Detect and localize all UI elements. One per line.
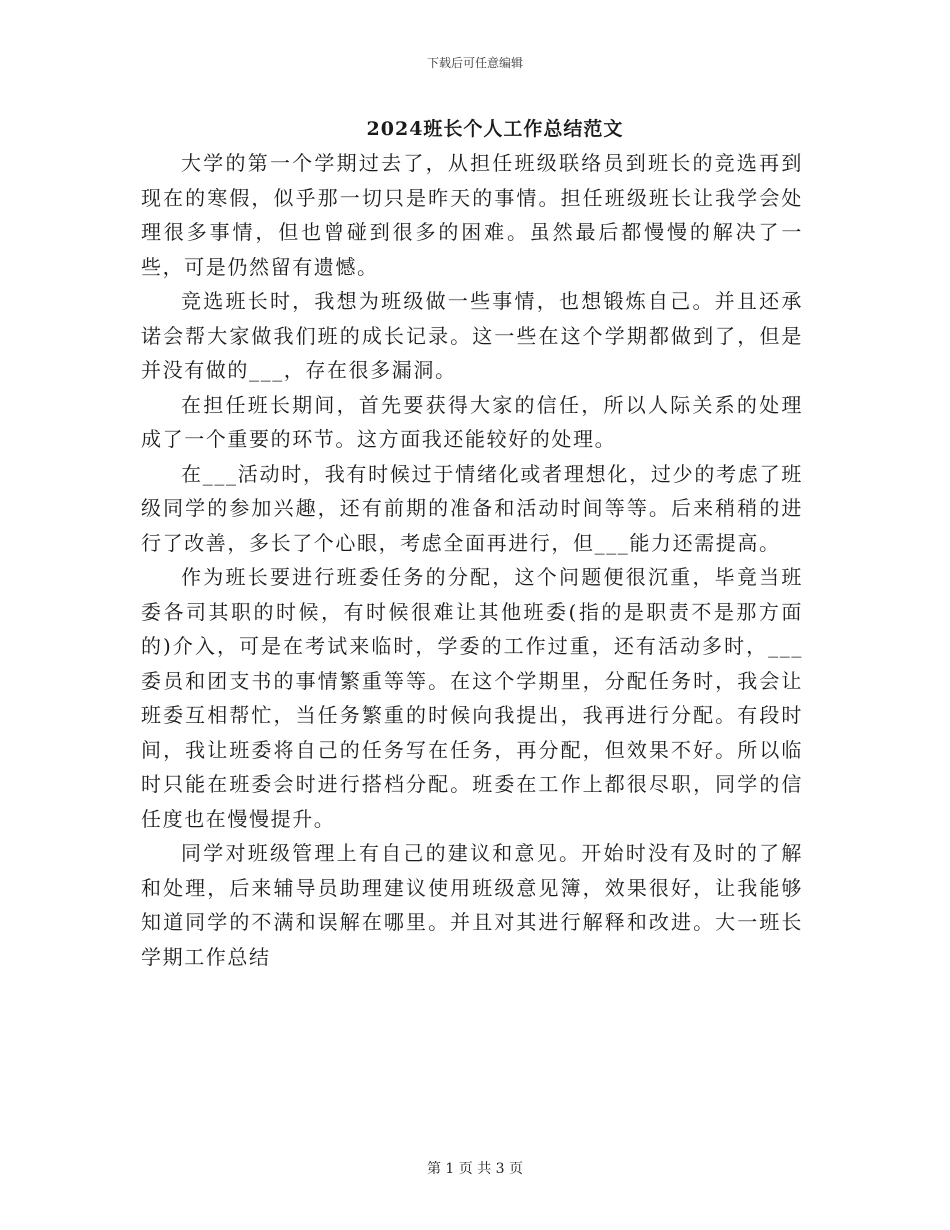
paragraph: 作为班长要进行班委任务的分配，这个问题便很沉重，毕竟当班委各司其职的时候，有时候很难让其他班委(指的是职责不是那方面的)介入，可是在考试来临时，学委的工作过重，还有活动多时，___委员和团支书的事情繁重等等。在这个学期里，分配任务时，我会让班委互相帮忙，当任务繁重的时候向我提出，我再进行分配。有段时间，我让班委将自己的任务写在任务，再分配，但效果不好。所以临时只能在班委会时进行搭档分配。班委在工作上都很尽职，同学的信任度也在慢慢提升。 (141, 565, 803, 831)
document-title: 2024班长个人工作总结范文 (366, 118, 624, 140)
paragraph: 竞选班长时，我想为班级做一些事情，也想锻炼自己。并且还承诺会帮大家做我们班的成长记录。这一些在这个学期都做到了，但是并没有做的___，存在很多漏洞。 (141, 289, 803, 382)
paragraph: 在担任班长期间，首先要获得大家的信任，所以人际关系的处理成了一个重要的环节。这方面我还能较好的处理。 (141, 392, 803, 451)
page-number: 第 1 页 共 3 页 (426, 1161, 524, 1177)
paragraph: 大学的第一个学期过去了，从担任班级联络员到班长的竞选再到现在的寒假，似乎那一切只是昨天的事情。担任班级班长让我学会处理很多事情，但也曾碰到很多的困难。虽然最后都慢慢的解决了一些，可是仍然留有遗憾。 (141, 151, 803, 279)
paragraph: 在___活动时，我有时候过于情绪化或者理想化，过少的考虑了班级同学的参加兴趣，还有前期的准备和活动时间等等。后来稍稍的进行了改善，多长了个心眼，考虑全面再进行，但___能力还需提高。 (141, 461, 803, 555)
document-body (141, 146, 803, 974)
paragraph: 同学对班级管理上有自己的建议和意见。开始时没有及时的了解和处理，后来辅导员助理建议使用班级意见簿，效果很好，让我能够知道同学的不满和误解在哪里。并且对其进行解释和改进。大一班长学期工作总结 (141, 841, 803, 969)
header-note: 下载后可任意编辑 (426, 56, 523, 70)
